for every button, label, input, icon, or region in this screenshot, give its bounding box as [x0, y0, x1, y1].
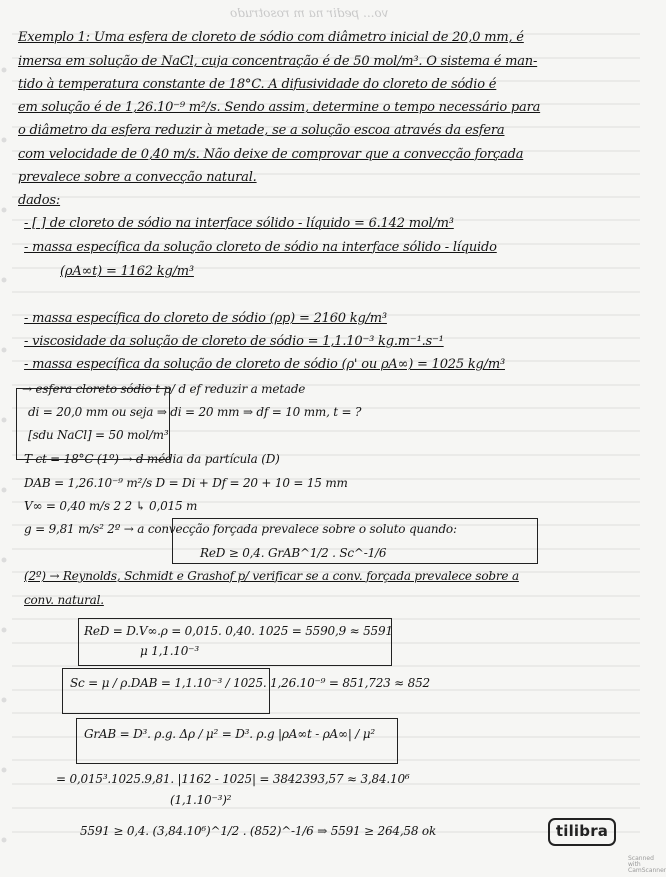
reynolds-box — [78, 618, 392, 666]
text-line-7: prevalece sobre a convecção natural. — [18, 170, 257, 185]
text-line-26: μ 1,1.10⁻³ — [140, 644, 199, 658]
given-data-box — [16, 388, 170, 460]
text-line-28: GrAB = D³. ρ.g. Δρ / μ² = D³. ρ.g |ρA∞t - ρA∞| / μ² — [84, 727, 375, 741]
text-line-15: → esfera cloreto sódio t p/ d ef reduzir a metade — [22, 382, 306, 396]
text-line-24: conv. natural. — [24, 593, 104, 607]
text-line-4: em solução é de 1,26.10⁻⁹ m²/s. Sendo assim, determine o tempo necessário para — [18, 100, 541, 115]
text-line-2: imersa em solução de NaCl, cuja concentração é de 50 mol/m³. O sistema é man- — [18, 54, 538, 69]
text-line-21: g = 9,81 m/s² 2º → a convecção forçada prevalece sobre o soluto quando: — [24, 522, 457, 536]
text-line-5: o diâmetro da esfera reduzir à metade, se a solução escoa através da esfera — [18, 123, 505, 138]
text-line-19: DAB = 1,26.10⁻⁹ m²/s D = Di + Df = 20 + 10 = 15 mm — [24, 476, 348, 490]
text-line-8: dados: — [18, 193, 61, 208]
schmidt-box — [62, 668, 270, 714]
text-line-18: T ct = 18°C (1º) → d média da partícula (D) — [24, 452, 280, 466]
text-line-20: V∞ = 0,40 m/s 2 2 ↳ 0,015 m — [24, 499, 198, 513]
text-line-17: [sdu NaCl] = 50 mol/m³ — [28, 428, 169, 442]
text-line-1: Exemplo 1: Uma esfera de cloreto de sódio com diâmetro inicial de 20,0 mm, é — [18, 30, 524, 45]
text-line-16: di = 20,0 mm ou seja ⇒ di = 20 mm ⇒ df = 10 mm, t = ? — [28, 405, 362, 419]
text-line-14: - massa específica da solução de cloreto de sódio (ρ' ou ρA∞) = 1025 kg/m³ — [24, 357, 505, 372]
text-line-10: - massa específica da solução cloreto de sódio na interface sólido - líquido — [24, 240, 497, 255]
text-line-29: = 0,015³.1025.9,81. |1162 - 1025| = 3842393,57 ≈ 3,84.10⁶ — [56, 772, 410, 786]
text-line-23: (2º) → Reynolds, Schmidt e Grashof p/ verificar se a conv. forçada prevalece sobre a — [24, 569, 519, 583]
text-line-25: ReD = D.V∞.ρ = 0,015. 0,40. 1025 = 5590,9 ≈ 5591 — [84, 624, 393, 638]
text-line-31: 5591 ≥ 0,4. (3,84.10⁶)^1/2 . (852)^-1/6 ⇒ 5591 ≥ 264,58 ok — [80, 824, 437, 838]
notebook-brand-logo: tilibra — [548, 818, 616, 846]
text-line-27: Sc = μ / ρ.DAB = 1,1.10⁻³ / 1025. 1,26.10⁻⁹ = 851,723 ≈ 852 — [70, 676, 430, 690]
text-line-30: (1,1.10⁻³)² — [170, 793, 232, 807]
grashof-box — [76, 718, 398, 764]
text-line-12: - massa específica do cloreto de sódio (ρp) = 2160 kg/m³ — [24, 311, 387, 326]
text-line-6: com velocidade de 0,40 m/s. Não deixe de comprovar que a convecção forçada — [18, 147, 524, 162]
scanner-watermark: Scanned with CamScanner — [628, 855, 666, 874]
text-line-13: - viscosidade da solução de cloreto de sódio = 1,1.10⁻³ kg.m⁻¹.s⁻¹ — [24, 334, 444, 349]
criterion-box — [172, 518, 538, 564]
text-line-3: tido à temperatura constante de 18°C. A difusividade do cloreto de sódio é — [18, 77, 497, 92]
text-line-22: ReD ≥ 0,4. GrAB^1/2 . Sc^-1/6 — [200, 546, 387, 560]
text-line-11: (ρA∞t) = 1162 kg/m³ — [60, 264, 194, 279]
text-line-9: - [ ] de cloreto de sódio na interface sólido - líquido = 6.142 mol/m³ — [24, 216, 454, 231]
bleed-through-text: vo... pedir na m rosotrudo — [230, 6, 389, 20]
